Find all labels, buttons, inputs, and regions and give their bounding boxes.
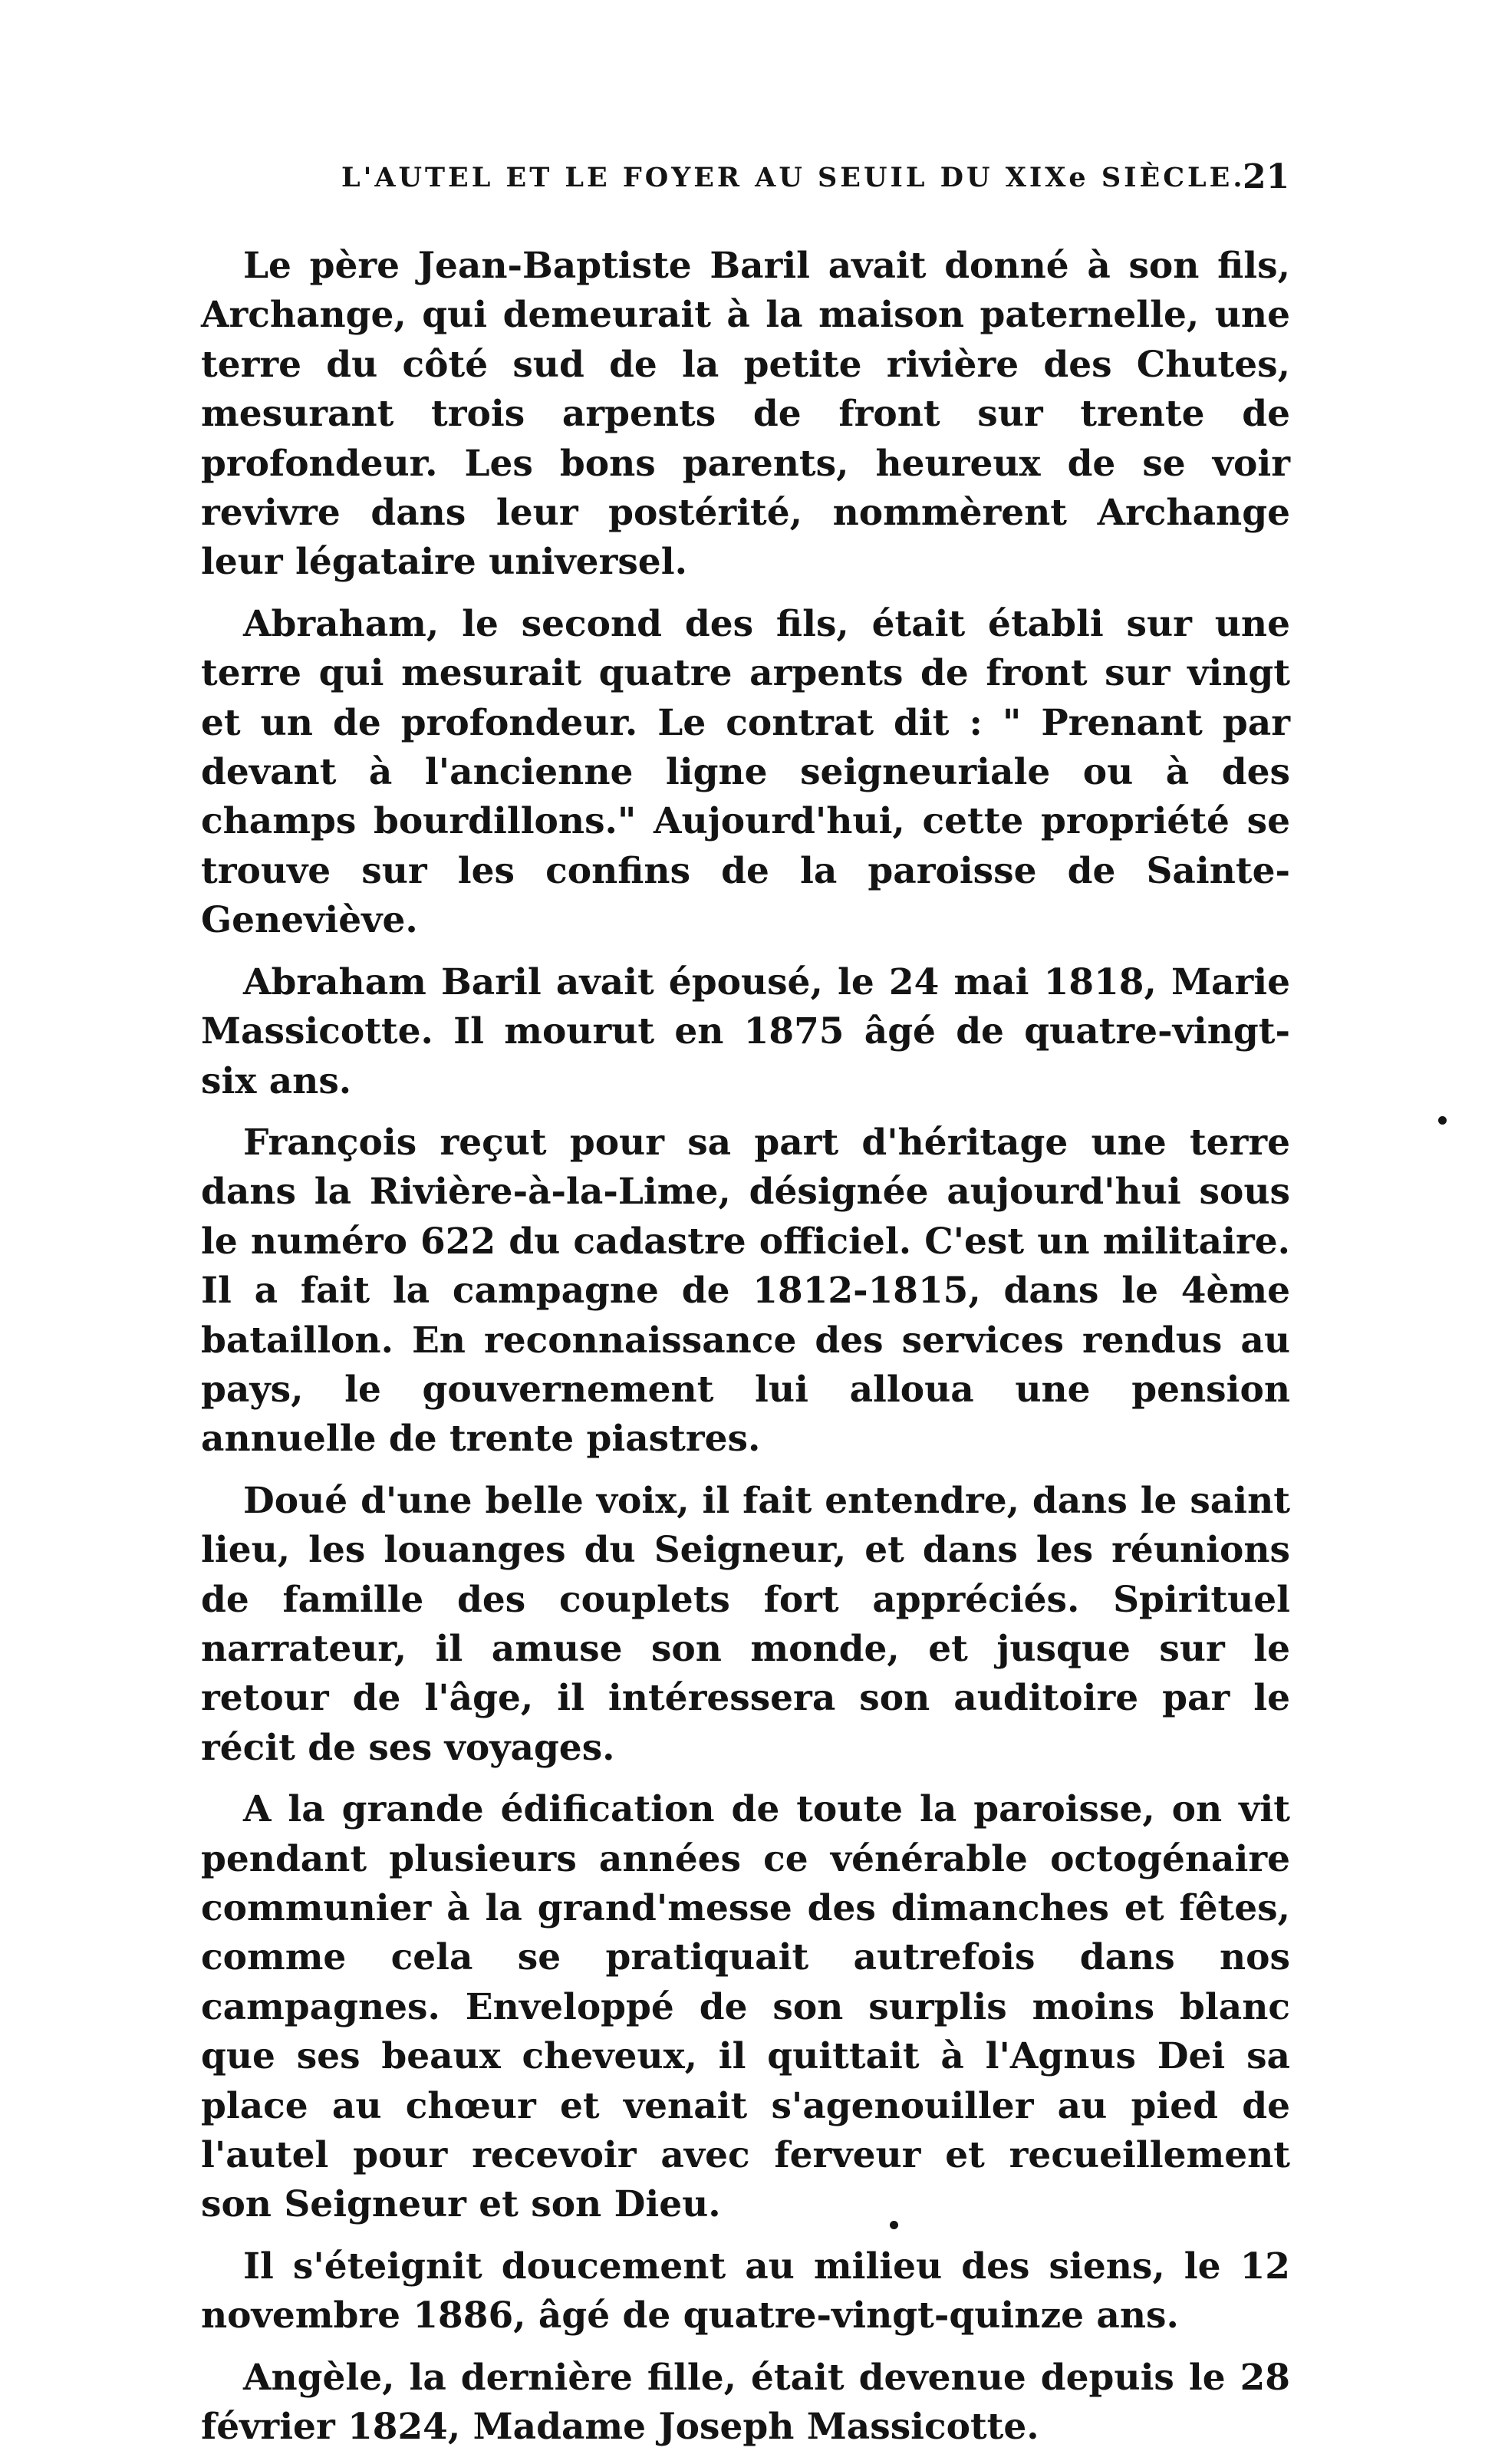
- paragraph-edification: A la grande édification de toute la paroisse, on vit pendant plusieurs années ce vénérable octogénaire communier à la grand'messe des dimanches et fêtes, comme cela se pratiquait autrefois dans nos campagnes. Enveloppé de son surplis moins blanc que ses beaux cheveux, il quittait à l'Agnus Dei sa place au chœur et venait s'agenouiller au pied de l'autel pour recevoir avec ferveur et recueillement son Seigneur et son Dieu.: [201, 1788, 1290, 2226]
- margin-dot: [1438, 1116, 1447, 1125]
- paragraph-death: Il s'éteignit doucement au milieu des siens, le 12 novembre 1886, âgé de quatre-vingt-quinze ans.: [201, 2245, 1290, 2337]
- running-head: [0, 0, 1508, 199]
- paragraph-angele: Angèle, la dernière fille, était devenue depuis le 28 février 1824, Madame Joseph Massicotte.: [201, 2356, 1290, 2449]
- page-number: 21: [1243, 157, 1290, 196]
- running-title: L'AUTEL ET LE FOYER AU SEUIL DU XIXe SIÈCLE.: [341, 162, 1246, 193]
- paragraph-archange: Le père Jean-Baptiste Baril avait donné à son fils, Archange, qui demeurait à la maison paternelle, une terre du côté sud de la petite rivière des Chutes, mesurant trois arpents de front sur trente de profondeur. Les bons parents, heureux de se voir revivre dans leur postérité, nommèrent Archange leur légataire universel.: [201, 245, 1290, 584]
- page-body: [201, 242, 1290, 2464]
- paragraph-voice: Doué d'une belle voix, il fait entendre, dans le saint lieu, les louanges du Seigneur, et dans les réunions de famille des couplets fort appréciés. Spirituel narrateur, il amuse son monde, et jusque sur le retour de l'âge, il intéressera son auditoire par le récit de ses voyages.: [201, 1479, 1290, 1769]
- paragraph-abraham-marriage: Abraham Baril avait épousé, le 24 mai 1818, Marie Massicotte. Il mourut en 1875 âgé de quatre-vingt-six ans.: [201, 960, 1290, 1102]
- bottom-dot: [890, 2221, 898, 2229]
- paragraph-francois: François reçut pour sa part d'héritage une terre dans la Rivière-à-la-Lime, désignée aujourd'hui sous le numéro 622 du cadastre officiel. C'est un militaire. Il a fait la campagne de 1812-1815, dans le 4ème bataillon. En reconnaissance des services rendus au pays, le gouvernement lui alloua une pension annuelle de trente piastres.: [201, 1121, 1290, 1461]
- paragraph-abraham: Abraham, le second des fils, était établi sur une terre qui mesurait quatre arpents de front sur vingt et un de profondeur. Le contrat dit : " Prenant par devant à l'ancienne ligne seigneuriale ou à des champs bourdillons." Aujourd'hui, cette propriété se trouve sur les confins de la paroisse de Sainte-Geneviève.: [201, 602, 1290, 942]
